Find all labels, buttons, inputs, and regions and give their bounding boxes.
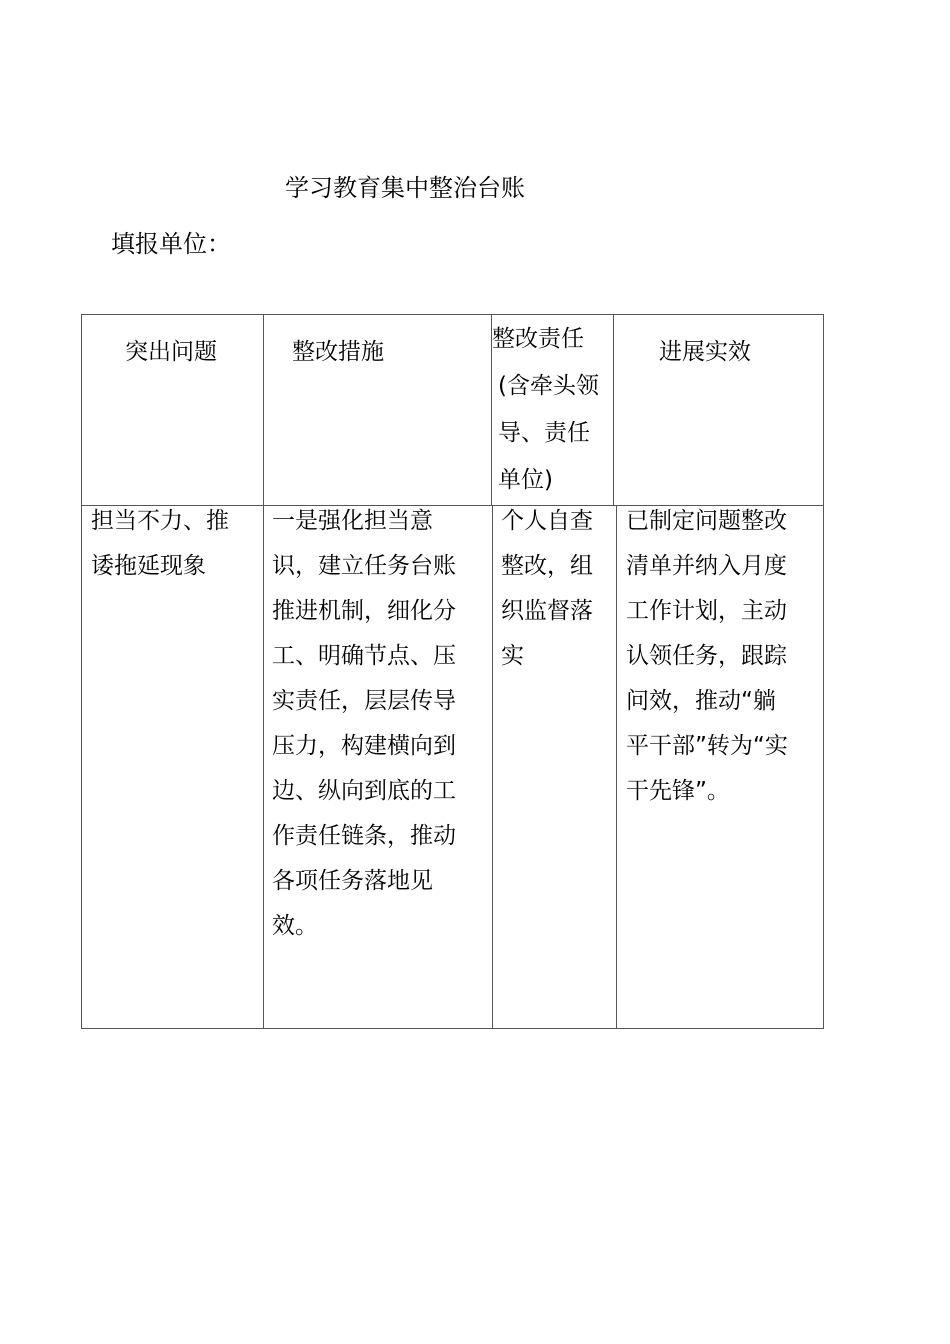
header-measures: 整改措施: [292, 339, 384, 365]
body-col-divider-2: [492, 505, 493, 1029]
cell-line: 实: [501, 643, 524, 669]
cell-responsibility: [501, 499, 593, 679]
cell-problem: [91, 499, 229, 589]
cell-line: 压力，构建横向到: [272, 733, 456, 759]
header-responsibility-line: 导、责任: [498, 420, 590, 446]
cell-line: 推进机制，细化分: [272, 598, 456, 624]
body-col-divider-3: [616, 505, 617, 1029]
header-col-divider-1: [263, 314, 264, 506]
cell-line: 问效，推动“躺: [626, 688, 776, 714]
header-responsibility-line: (含牵头领: [498, 373, 599, 399]
cell-line: 个人自查: [501, 508, 593, 534]
cell-line: 工、明确节点、压: [272, 643, 456, 669]
cell-line: 认领任务，跟踪: [626, 643, 787, 669]
cell-line: 效。: [272, 913, 318, 939]
cell-line: 织监督落: [501, 598, 593, 624]
header-responsibility-line: 整改责任: [492, 326, 584, 352]
table-border-right: [823, 314, 824, 1029]
body-col-divider-1: [263, 505, 264, 1029]
cell-line: 作责任链条，推动: [272, 823, 456, 849]
table-border-bottom: [81, 1028, 824, 1029]
rectification-ledger-table: [81, 314, 824, 1029]
table-border-left: [81, 314, 82, 1029]
cell-line: 干先锋”。: [626, 778, 730, 804]
cell-line: 清单并纳入月度: [626, 553, 787, 579]
cell-line: 实责任，层层传导: [272, 688, 456, 714]
table-border-top: [81, 314, 824, 315]
cell-line: 已制定问题整改: [626, 508, 787, 534]
cell-measures: [272, 499, 456, 949]
cell-line: 整改，组: [501, 553, 593, 579]
header-progress: 进展实效: [659, 339, 751, 365]
cell-line: 担当不力、推: [91, 508, 229, 534]
header-responsibility: [492, 316, 599, 504]
cell-progress: [626, 499, 788, 814]
cell-line: 工作计划，主动: [626, 598, 787, 624]
cell-line: 平干部”转为“实: [626, 733, 788, 759]
document-title: 学习教育集中整治台账: [285, 174, 525, 202]
cell-line: 各项任务落地见: [272, 868, 433, 894]
cell-line: 一是强化担当意: [272, 508, 433, 534]
cell-line: 边、纵向到底的工: [272, 778, 456, 804]
header-col-divider-3: [613, 314, 614, 506]
reporting-unit-label: 填报单位：: [111, 230, 231, 258]
header-responsibility-line: 单位): [498, 467, 553, 493]
cell-line: 识，建立任务台账: [272, 553, 456, 579]
header-problem: 突出问题: [125, 339, 217, 365]
cell-line: 诿拖延现象: [91, 553, 206, 579]
